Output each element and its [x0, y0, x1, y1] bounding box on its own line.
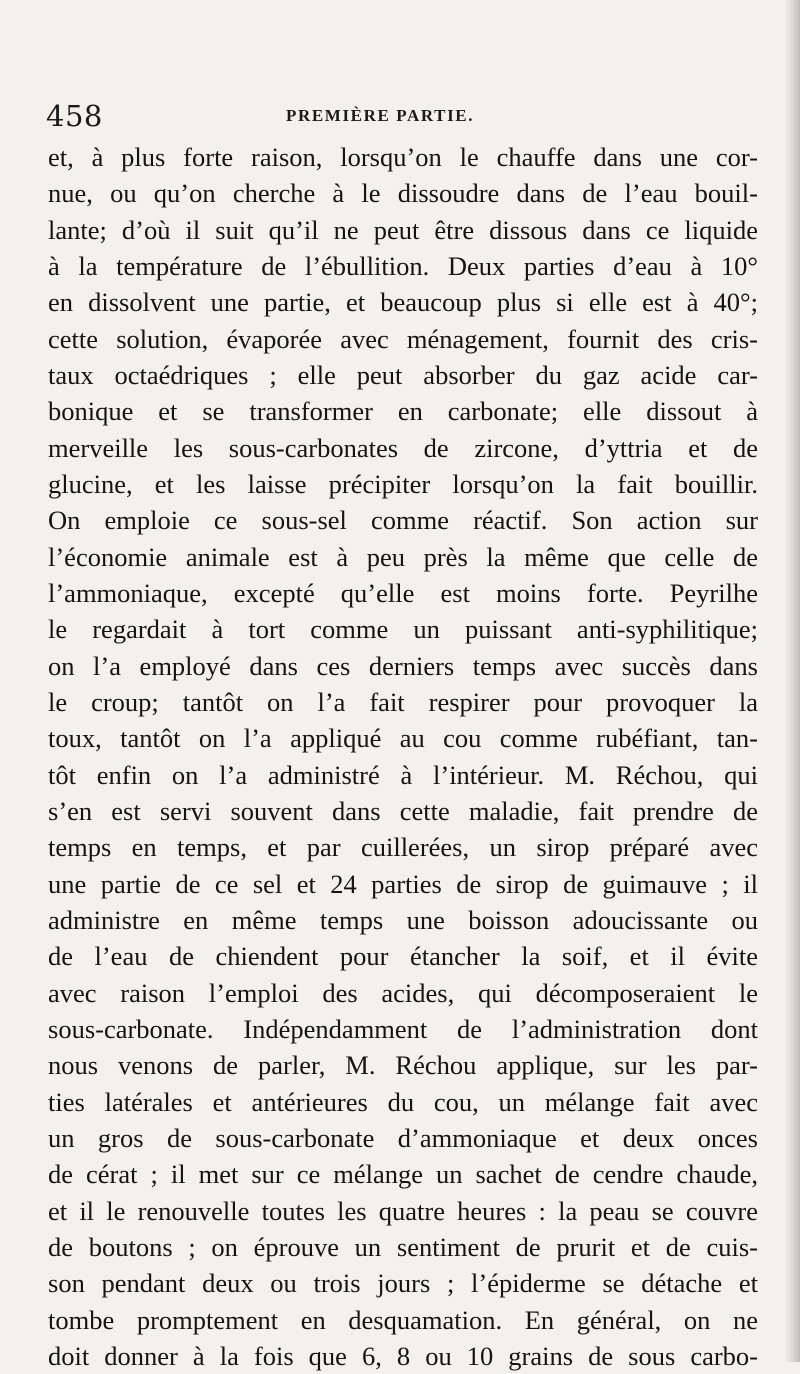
text-line: le regardait à tort comme un puissant anti-syphilitique;: [48, 614, 758, 645]
text-line: nous venons de parler, M. Réchou applique, sur les par-: [48, 1050, 758, 1081]
text-line: lante; d’où il suit qu’il ne peut être dissous dans ce liquide: [48, 214, 758, 245]
text-line: l’ammoniaque, excepté qu’elle est moins forte. Peyrilhe: [48, 577, 758, 608]
text-line: et il le renouvelle toutes les quatre heures : la peau se couvre: [48, 1195, 758, 1226]
text-line: tôt enfin on l’a administré à l’intérieur. M. Réchou, qui: [48, 759, 758, 790]
page-header: [46, 96, 766, 136]
text-line: et, à plus forte raison, lorsqu’on le chauffe dans une cor-: [48, 142, 758, 172]
text-line: à la température de l’ébullition. Deux parties d’eau à 10°: [48, 250, 758, 281]
text-line: un gros de sous-carbonate d’ammoniaque et deux onces: [48, 1122, 758, 1153]
text-line: nue, ou qu’on cherche à le dissoudre dans de l’eau bouil-: [48, 178, 758, 209]
text-line: de l’eau de chiendent pour étancher la soif, et il évite: [48, 941, 758, 972]
text-line: bonique et se transformer en carbonate; elle dissout à: [48, 396, 758, 427]
running-head: PREMIÈRE PARTIE.: [286, 106, 475, 125]
text-line: merveille les sous-carbonates de zircone, d’yttria et de: [48, 432, 758, 463]
text-line: sous-carbonate. Indépendamment de l’administration dont: [48, 1013, 758, 1044]
page-gutter-shadow: [784, 0, 800, 1362]
text-line: cette solution, évaporée avec ménagement, fournit des cris-: [48, 323, 758, 354]
text-line: tombe promptement en desquamation. En général, on ne: [48, 1304, 758, 1335]
text-line: On emploie ce sous-sel comme réactif. Son action sur: [48, 505, 758, 536]
text-line: son pendant deux ou trois jours ; l’épiderme se détache et: [48, 1268, 758, 1299]
body-text: [48, 139, 758, 1374]
text-line: glucine, et les laisse précipiter lorsqu’on la fait bouillir.: [48, 468, 758, 499]
text-line: une partie de ce sel et 24 parties de sirop de guimauve ; il: [48, 868, 758, 899]
text-line: administre en même temps une boisson adoucissante ou: [48, 904, 758, 935]
text-line: de cérat ; il met sur ce mélange un sachet de cendre chaude,: [48, 1159, 758, 1190]
text-line: de boutons ; on éprouve un sentiment de prurit et de cuis-: [48, 1231, 758, 1262]
page-number: 458: [46, 99, 103, 133]
text-line: on l’a employé dans ces derniers temps avec succès dans: [48, 650, 758, 681]
text-line: l’économie animale est à peu près la même que celle de: [48, 541, 758, 572]
text-line: avec raison l’emploi des acides, qui décomposeraient le: [48, 977, 758, 1008]
text-line: en dissolvent une partie, et beaucoup plus si elle est à 40°;: [48, 287, 758, 318]
text-line: s’en est servi souvent dans cette maladie, fait prendre de: [48, 795, 758, 826]
text-line: temps en temps, et par cuillerées, un sirop préparé avec: [48, 832, 758, 863]
text-line: doit donner à la fois que 6, 8 ou 10 grains de sous carbo-: [48, 1340, 758, 1371]
text-line: toux, tantôt on l’a appliqué au cou comme rubéfiant, tan-: [48, 723, 758, 754]
text-line: taux octaédriques ; elle peut absorber du gaz acide car-: [48, 359, 758, 390]
text-line: le croup; tantôt on l’a fait respirer pour provoquer la: [48, 686, 758, 717]
text-line: ties latérales et antérieures du cou, un mélange fait avec: [48, 1086, 758, 1117]
